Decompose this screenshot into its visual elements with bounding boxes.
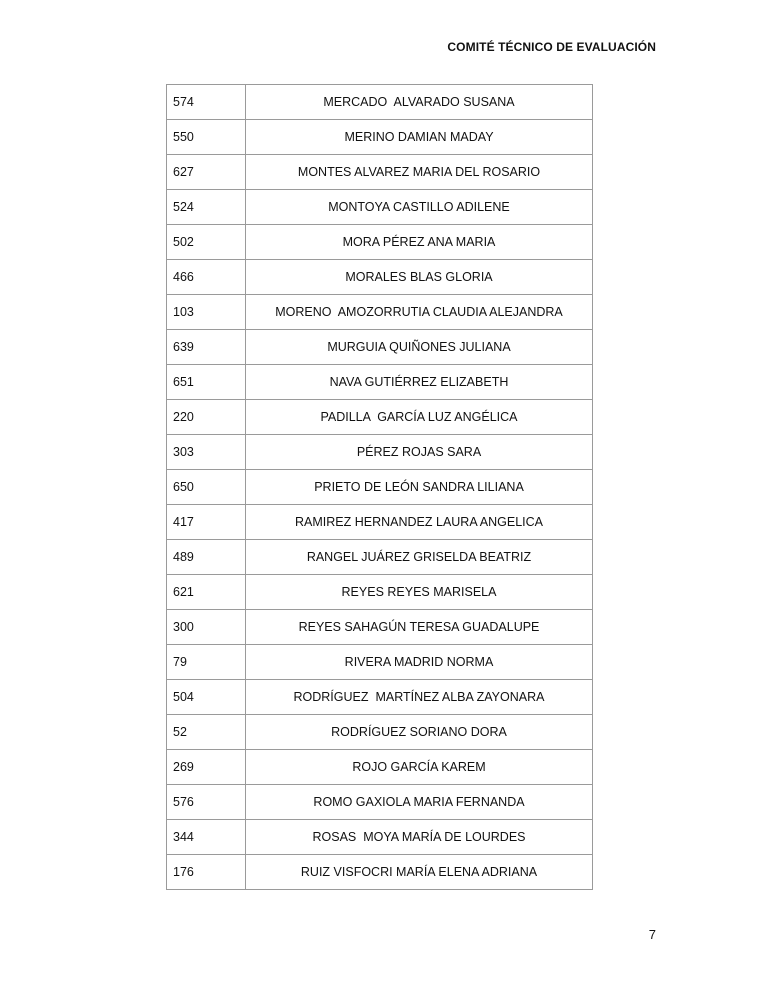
table-row: [167, 680, 593, 715]
document-header: COMITÉ TÉCNICO DE EVALUACIÓN: [447, 40, 656, 54]
row-name-cell: RIVERA MADRID NORMA: [246, 645, 593, 680]
row-name-cell: RODRÍGUEZ SORIANO DORA: [246, 715, 593, 750]
row-name-cell: ROJO GARCÍA KAREM: [246, 750, 593, 785]
row-name-cell: PRIETO DE LEÓN SANDRA LILIANA: [246, 470, 593, 505]
table-row: [167, 85, 593, 120]
page-number: 7: [648, 927, 656, 942]
row-number-cell: 52: [167, 715, 246, 750]
row-name-cell: MERCADO ALVARADO SUSANA: [246, 85, 593, 120]
table-row: [167, 855, 593, 890]
table-row: [167, 400, 593, 435]
row-number-cell: 176: [167, 855, 246, 890]
table-row: [167, 750, 593, 785]
row-number-cell: 466: [167, 260, 246, 295]
row-number-cell: 639: [167, 330, 246, 365]
table-row: [167, 260, 593, 295]
table-row: [167, 155, 593, 190]
row-name-cell: ROMO GAXIOLA MARIA FERNANDA: [246, 785, 593, 820]
table-row: [167, 540, 593, 575]
row-number-cell: 576: [167, 785, 246, 820]
row-number-cell: 300: [167, 610, 246, 645]
table-row: [167, 785, 593, 820]
table-row: [167, 575, 593, 610]
row-name-cell: RANGEL JUÁREZ GRISELDA BEATRIZ: [246, 540, 593, 575]
table-row: [167, 225, 593, 260]
row-name-cell: ROSAS MOYA MARÍA DE LOURDES: [246, 820, 593, 855]
row-number-cell: 269: [167, 750, 246, 785]
row-number-cell: 550: [167, 120, 246, 155]
table-row: [167, 645, 593, 680]
table-row: [167, 330, 593, 365]
row-name-cell: MORALES BLAS GLORIA: [246, 260, 593, 295]
row-number-cell: 651: [167, 365, 246, 400]
row-number-cell: 574: [167, 85, 246, 120]
row-number-cell: 650: [167, 470, 246, 505]
row-name-cell: PÉREZ ROJAS SARA: [246, 435, 593, 470]
row-number-cell: 627: [167, 155, 246, 190]
table-row: [167, 295, 593, 330]
row-name-cell: MURGUIA QUIÑONES JULIANA: [246, 330, 593, 365]
table-row: [167, 120, 593, 155]
row-name-cell: NAVA GUTIÉRREZ ELIZABETH: [246, 365, 593, 400]
row-number-cell: 504: [167, 680, 246, 715]
row-number-cell: 103: [167, 295, 246, 330]
row-name-cell: RUIZ VISFOCRI MARÍA ELENA ADRIANA: [246, 855, 593, 890]
table-row: [167, 715, 593, 750]
row-number-cell: 524: [167, 190, 246, 225]
table-row: [167, 820, 593, 855]
row-number-cell: 621: [167, 575, 246, 610]
row-number-cell: 344: [167, 820, 246, 855]
row-number-cell: 489: [167, 540, 246, 575]
table-row: [167, 190, 593, 225]
table-row: [167, 505, 593, 540]
row-number-cell: 417: [167, 505, 246, 540]
roster-table: [166, 84, 593, 890]
row-name-cell: MERINO DAMIAN MADAY: [246, 120, 593, 155]
table-row: [167, 610, 593, 645]
row-number-cell: 220: [167, 400, 246, 435]
row-name-cell: MONTOYA CASTILLO ADILENE: [246, 190, 593, 225]
row-number-cell: 303: [167, 435, 246, 470]
row-name-cell: PADILLA GARCÍA LUZ ANGÉLICA: [246, 400, 593, 435]
row-name-cell: REYES SAHAGÚN TERESA GUADALUPE: [246, 610, 593, 645]
row-name-cell: RODRÍGUEZ MARTÍNEZ ALBA ZAYONARA: [246, 680, 593, 715]
row-name-cell: MORA PÉREZ ANA MARIA: [246, 225, 593, 260]
row-name-cell: REYES REYES MARISELA: [246, 575, 593, 610]
table-row: [167, 470, 593, 505]
row-number-cell: 79: [167, 645, 246, 680]
row-name-cell: RAMIREZ HERNANDEZ LAURA ANGELICA: [246, 505, 593, 540]
table-row: [167, 365, 593, 400]
table-row: [167, 435, 593, 470]
roster-table-body: [167, 85, 593, 890]
row-number-cell: 502: [167, 225, 246, 260]
row-name-cell: MORENO AMOZORRUTIA CLAUDIA ALEJANDRA: [246, 295, 593, 330]
row-name-cell: MONTES ALVAREZ MARIA DEL ROSARIO: [246, 155, 593, 190]
